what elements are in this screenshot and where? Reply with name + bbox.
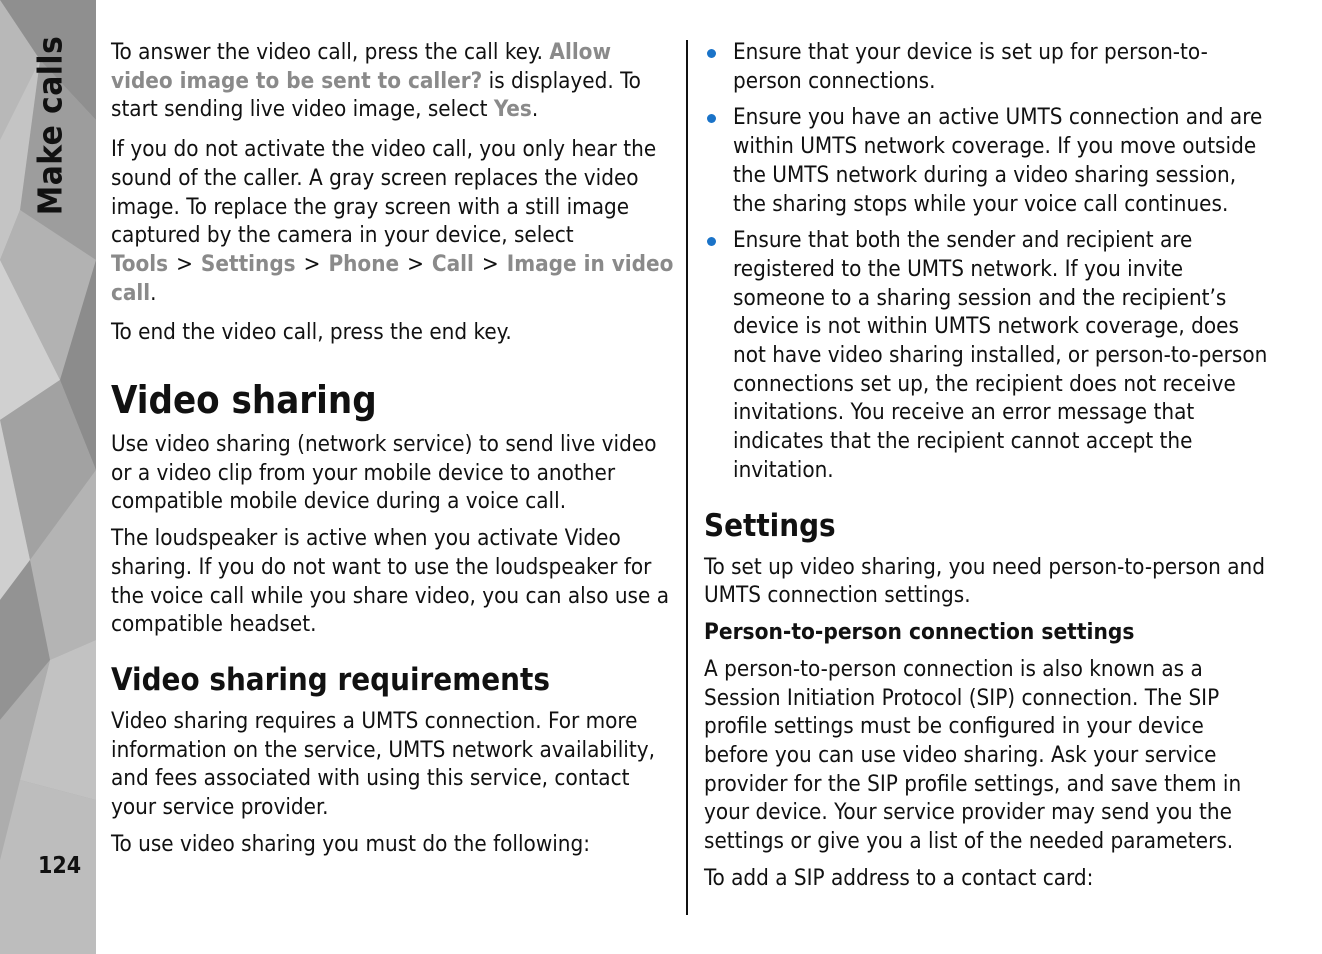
path-separator: > — [407, 250, 424, 277]
end-call-paragraph: To end the video call, press the end key. — [111, 319, 512, 346]
video-sharing-intro: Use video sharing (network service) to send live video or a video clip from your mobile device to another compatible mobile device during a voice call. — [111, 431, 657, 515]
must-do-paragraph: To use video sharing you must do the following: — [111, 830, 591, 857]
requirements-paragraph: Video sharing requires a UMTS connection. For more information on the service, UMTS network availability, and fees associated with using this service, contact your service provider. — [111, 707, 655, 821]
heading-video-sharing: Video sharing — [111, 378, 377, 423]
section-sidebar — [0, 0, 96, 954]
heading-settings: Settings — [704, 507, 836, 544]
text-run: is displayed. To start sending live video image, select — [111, 67, 641, 123]
settings-intro: To set up video sharing, you need person-to-person and UMTS connection settings. — [704, 553, 1265, 609]
list-item — [704, 103, 1274, 218]
bullet-icon — [707, 114, 716, 123]
menu-path-phone: Phone — [328, 250, 400, 277]
heading-person-to-person-settings: Person-to-person connection settings — [704, 618, 1135, 645]
list-item — [704, 226, 1274, 484]
section-title: Make calls — [30, 35, 70, 215]
list-item-text: Ensure you have an active UMTS connection and are within UMTS network coverage. If you move outside the UMTS network during a video sharing session, the sharing stops while your voice call continues. — [733, 104, 1263, 217]
section-tab — [22, 35, 78, 215]
bullet-icon — [707, 237, 716, 246]
sip-paragraph: A person-to-person connection is also known as a Session Initiation Protocol (SIP) connection. The SIP profile settings must be configured in your device before you can use video sharing. Ask your service provider for the SIP profile settings, and save them in your device. Your service provider may send you the settings or give you a list of the needed parameters. — [704, 655, 1242, 855]
requirements-list — [704, 38, 1274, 485]
list-item-text: Ensure that both the sender and recipient are registered to the UMTS network. If you invite someone to a sharing session and the recipient’s device is not within UMTS network coverage, does not have video sharing installed, or person-to-person connections set up, the recipient does not receive invitations. You receive an error message that indicates that the recipient cannot accept the invitation. — [733, 227, 1268, 483]
path-separator: > — [481, 250, 499, 277]
path-separator: > — [303, 250, 321, 277]
menu-path-settings: Settings — [200, 250, 296, 277]
add-sip-paragraph: To add a SIP address to a contact card: — [704, 864, 1094, 891]
path-separator: > — [176, 250, 193, 277]
bullet-icon — [707, 49, 716, 58]
ui-text-allow-video: Allow video image to be sent to caller? — [111, 39, 611, 94]
answer-call-paragraph — [111, 38, 677, 124]
text-run: . — [531, 96, 539, 123]
gray-screen-paragraph — [111, 135, 677, 307]
text-run: To answer the video call, press the call key. — [111, 39, 550, 65]
menu-path-call: Call — [431, 250, 474, 277]
list-item-text: Ensure that your device is set up for person-to-person connections. — [733, 39, 1208, 94]
right-column — [704, 38, 1274, 893]
page-number: 124 — [38, 853, 82, 879]
column-divider — [686, 40, 688, 915]
list-item — [704, 38, 1274, 95]
menu-path-image-in-video-call: Image in video call — [111, 250, 674, 306]
ui-text-yes: Yes — [493, 96, 532, 123]
left-column — [111, 38, 677, 858]
text-run: . — [150, 279, 157, 306]
text-run: If you do not activate the video call, you only hear the sound of the caller. A gray screen replaces the video image. To replace the gray screen with a still image captured by the camera in your device, select — [111, 136, 657, 249]
heading-video-sharing-requirements: Video sharing requirements — [111, 661, 550, 698]
loudspeaker-paragraph: The loudspeaker is active when you activate Video sharing. If you do not want to use the loudspeaker for the voice call while you share video, you can also use a compatible headset. — [111, 525, 670, 638]
menu-path-tools: Tools — [111, 250, 169, 277]
